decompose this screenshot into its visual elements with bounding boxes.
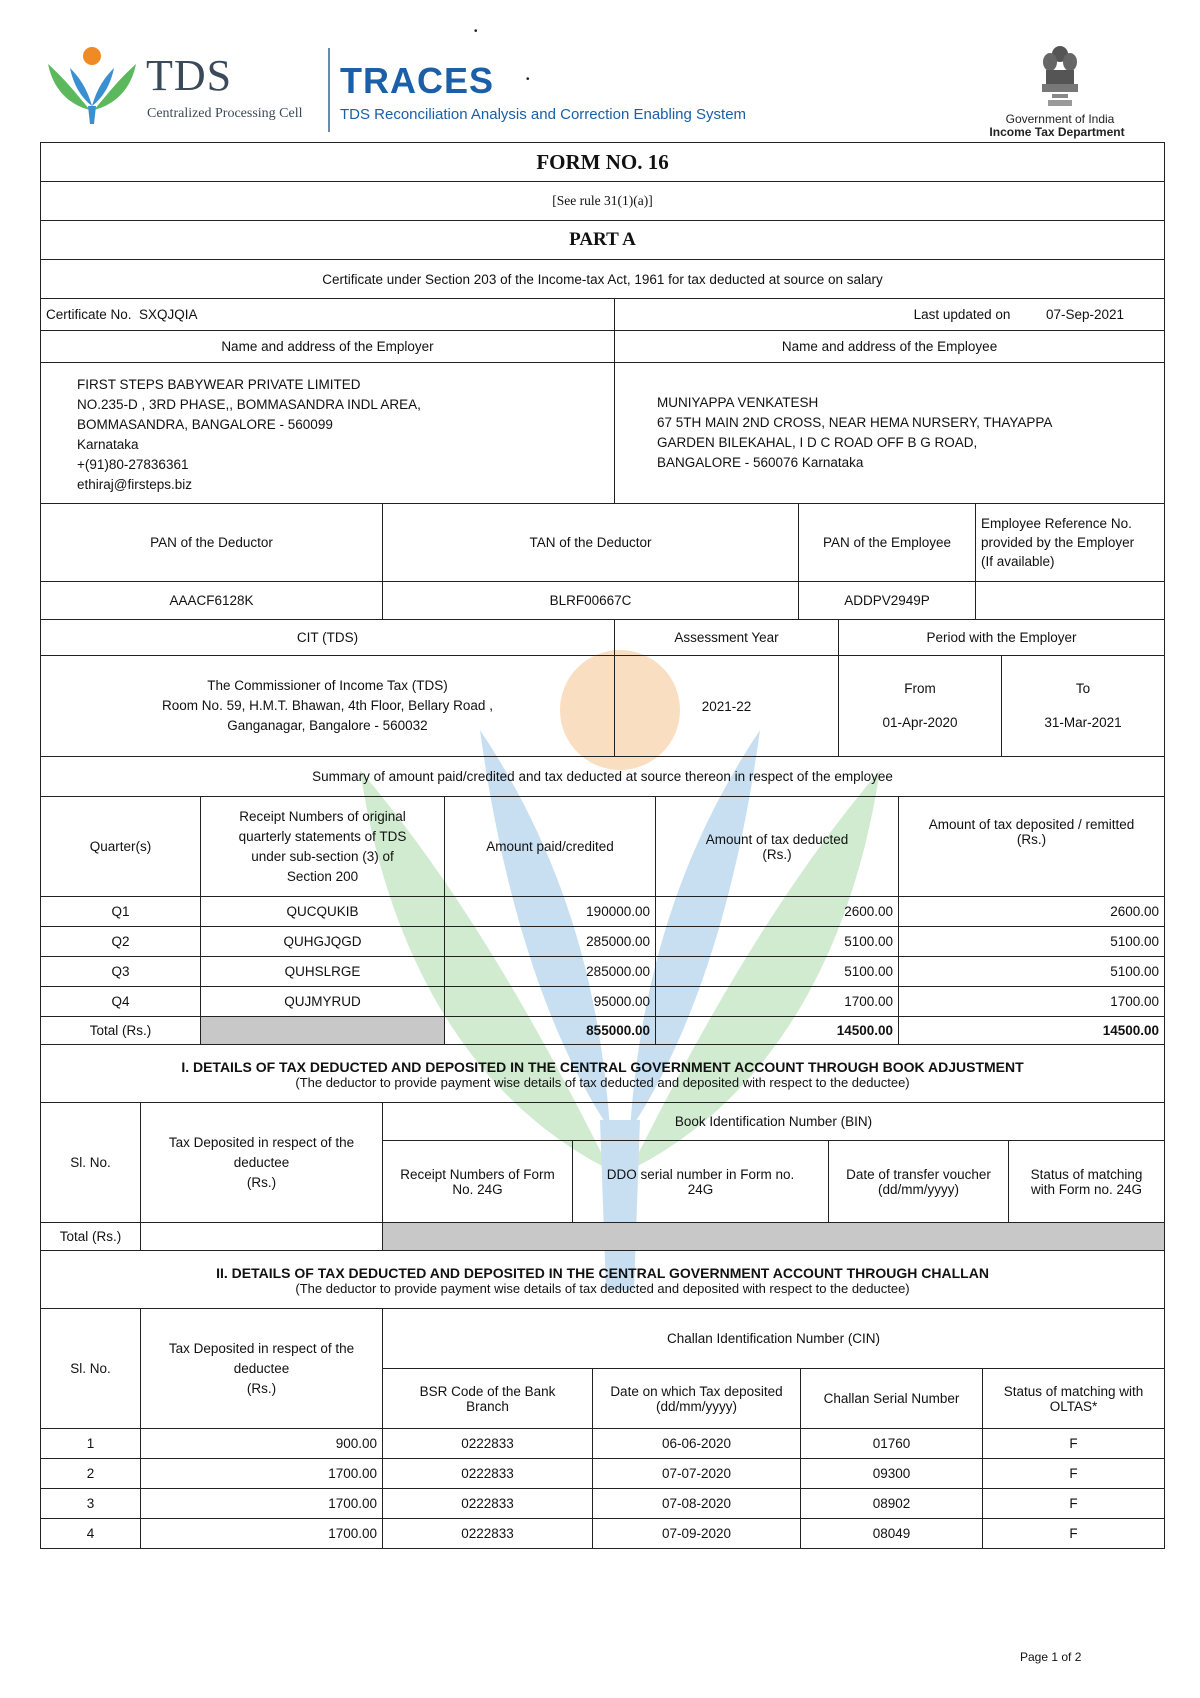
bin-total-row (41, 1223, 1165, 1251)
period-from-label: From (904, 681, 936, 696)
cit-address-line: The Commissioner of Income Tax (TDS) (207, 678, 448, 693)
cin-col-bsr-line: BSR Code of the Bank (419, 1383, 556, 1399)
section2-subheading: (The deductor to provide payment wise details of tax deducted and deposited with respect to the deductee) (295, 1280, 910, 1296)
challan-serial: 08902 (801, 1489, 983, 1519)
assessment-year-label: Assessment Year (615, 620, 839, 656)
cin-col-tax-line: deductee (233, 1360, 290, 1376)
amount-cell: 285000.00 (445, 957, 656, 987)
cin-col-bsr (383, 1369, 593, 1429)
receipt-cell: QUHSLRGE (201, 957, 445, 987)
deposited-cell: 5100.00 (899, 957, 1165, 987)
employee-heading: Name and address of the Employee (615, 331, 1165, 363)
bin-heading: Book Identification Number (BIN) (383, 1103, 1165, 1141)
bin-col-ddo-line: DDO serial number in Form no. (606, 1166, 795, 1182)
employee-address-line: 67 5TH MAIN 2ND CROSS, NEAR HEMA NURSERY, THAYAPPA (657, 415, 1053, 430)
employer-email: ethiraj@firsteps.biz (77, 477, 192, 492)
certificate-number: SXQJQIA (139, 307, 198, 322)
tan-deductor-value: BLRF00667C (383, 582, 799, 620)
deducted-cell: 1700.00 (656, 987, 899, 1017)
table-row (41, 897, 1165, 927)
total-deducted: 14500.00 (656, 1017, 899, 1045)
cin-col-serial: Challan Serial Number (801, 1369, 983, 1429)
challan-bsr: 0222833 (383, 1459, 593, 1489)
cin-col-date-line: Date on which Tax deposited (610, 1383, 783, 1399)
period-from-date: 01-Apr-2020 (882, 715, 958, 730)
stray-dot: • (526, 74, 530, 85)
section1-subheading: (The deductor to provide payment wise details of tax deducted and deposited with respect to the deductee) (295, 1074, 910, 1090)
quarter-cell: Q4 (41, 987, 201, 1017)
assessment-year-value: 2021-22 (615, 656, 839, 757)
challan-tax: 1700.00 (141, 1459, 383, 1489)
employee-reference-label-line: (If available) (981, 554, 1055, 569)
col-receipt-line: quarterly statements of TDS (238, 828, 407, 844)
cin-col-status-line: Status of matching with (1003, 1383, 1144, 1399)
table-row (41, 1429, 1165, 1459)
challan-tax: 900.00 (141, 1429, 383, 1459)
receipt-cell: QUHGJQGD (201, 927, 445, 957)
total-amount: 855000.00 (445, 1017, 656, 1045)
header-divider (328, 48, 330, 132)
tds-leaf-logo-icon (44, 44, 140, 124)
bin-col-date-line: (dd/mm/yyyy) (878, 1181, 959, 1197)
challan-date: 07-07-2020 (593, 1459, 801, 1489)
deposited-cell: 1700.00 (899, 987, 1165, 1017)
cin-heading: Challan Identification Number (CIN) (383, 1309, 1165, 1369)
bin-col-tax-line: deductee (233, 1154, 290, 1170)
challan-status: F (983, 1489, 1165, 1519)
form-16 (40, 142, 1164, 1549)
employee-address (615, 363, 1165, 504)
bin-col-receipt (383, 1141, 573, 1223)
pan-employee-value: ADDPV2949P (799, 582, 976, 620)
national-emblem-icon (1038, 44, 1082, 110)
period-cell (839, 656, 1165, 757)
certificate-number-cell (41, 299, 615, 331)
bin-col-status-line: with Form no. 24G (1030, 1181, 1143, 1197)
cit-label: CIT (TDS) (41, 620, 615, 656)
employer-address-line: FIRST STEPS BABYWEAR PRIVATE LIMITED (77, 377, 361, 392)
cin-col-slno: Sl. No. (41, 1309, 141, 1429)
receipt-cell: QUJMYRUD (201, 987, 445, 1017)
deducted-cell: 5100.00 (656, 957, 899, 987)
period-label: Period with the Employer (839, 620, 1165, 656)
cit-address (41, 656, 615, 757)
section1-heading-cell (41, 1045, 1165, 1103)
receipt-cell: QUCQUKIB (201, 897, 445, 927)
employee-reference-label-line: Employee Reference No. (981, 516, 1132, 531)
part-a-title: PART A (41, 221, 1165, 260)
cin-col-status (983, 1369, 1165, 1429)
bin-col-status (1009, 1141, 1165, 1223)
period-from (839, 656, 1002, 756)
book-adjustment-table (40, 1102, 1165, 1309)
bin-col-tax-line: (Rs.) (246, 1174, 277, 1190)
summary-heading: Summary of amount paid/credited and tax deducted at source thereon in respect of the employee (41, 757, 1165, 797)
table-row (41, 957, 1165, 987)
col-receipt-line: Receipt Numbers of original (239, 808, 406, 824)
employee-reference-label-line: provided by the Employer (981, 535, 1135, 550)
bin-total-value (141, 1223, 383, 1251)
challan-serial: 09300 (801, 1459, 983, 1489)
challan-sl: 1 (41, 1429, 141, 1459)
form-title: FORM NO. 16 (41, 143, 1165, 182)
pan-deductor-value: AAACF6128K (41, 582, 383, 620)
total-deposited: 14500.00 (899, 1017, 1165, 1045)
bin-col-ddo-line: 24G (687, 1181, 714, 1197)
bin-col-slno: Sl. No. (41, 1103, 141, 1223)
total-receipt-shaded (201, 1017, 445, 1045)
employer-phone: +(91)80-27836361 (77, 457, 189, 472)
summary-table (40, 796, 1165, 1103)
challan-table (40, 1308, 1165, 1549)
period-to (1002, 656, 1165, 756)
challan-bsr: 0222833 (383, 1519, 593, 1549)
bin-col-status-line: Status of matching (1030, 1166, 1143, 1182)
bin-col-tax-line: Tax Deposited in respect of the (168, 1134, 355, 1150)
total-row (41, 1017, 1165, 1045)
employee-address-line: BANGALORE - 560076 Karnataka (657, 455, 864, 470)
form-main-table (40, 142, 1165, 797)
table-row (41, 1519, 1165, 1549)
page-header (0, 0, 1200, 145)
challan-sl: 4 (41, 1519, 141, 1549)
certificate-heading: Certificate under Section 203 of the Income-tax Act, 1961 for tax deducted at source on salary (41, 260, 1165, 299)
amount-cell: 285000.00 (445, 927, 656, 957)
employee-address-line: MUNIYAPPA VENKATESH (657, 395, 819, 410)
section2-heading: II. DETAILS OF TAX DEDUCTED AND DEPOSITED IN THE CENTRAL GOVERNMENT ACCOUNT THROUGH CHALLAN (216, 1264, 989, 1281)
col-tax-deposited (899, 797, 1165, 897)
period-subtable (839, 656, 1164, 756)
bin-col-date-line: Date of transfer voucher (846, 1166, 991, 1182)
col-tax-deducted-line: (Rs.) (762, 846, 792, 862)
cin-col-status-line: OLTAS* (1049, 1398, 1098, 1414)
employee-reference-value (976, 582, 1165, 620)
challan-date: 06-06-2020 (593, 1429, 801, 1459)
cin-col-tax-line: (Rs.) (246, 1380, 277, 1396)
employer-address (41, 363, 615, 504)
cin-col-bsr-line: Branch (466, 1398, 509, 1414)
col-tax-deposited-line: Amount of tax deposited / remitted (928, 817, 1135, 832)
deposited-cell: 5100.00 (899, 927, 1165, 957)
quarter-cell: Q3 (41, 957, 201, 987)
col-tax-deducted-line: Amount of tax deducted (705, 831, 849, 847)
employer-address-line: NO.235-D , 3RD PHASE,, BOMMASANDRA INDL AREA, (77, 397, 421, 412)
employer-address-line: BOMMASANDRA, BANGALORE - 560099 (77, 417, 333, 432)
last-updated-label: Last updated on (913, 307, 1011, 322)
amount-cell: 190000.00 (445, 897, 656, 927)
tds-logo-text: TDS (146, 51, 233, 100)
bin-col-receipt-line: No. 24G (452, 1181, 503, 1197)
section1-heading: I. DETAILS OF TAX DEDUCTED AND DEPOSITED IN THE CENTRAL GOVERNMENT ACCOUNT THROUGH BOOK ADJUSTMENT (181, 1058, 1024, 1075)
period-to-label: To (1075, 681, 1091, 696)
bin-total-shaded (383, 1223, 1165, 1251)
employer-address-line: Karnataka (77, 437, 139, 452)
quarter-cell: Q1 (41, 897, 201, 927)
cin-col-date-line: (dd/mm/yyyy) (656, 1398, 737, 1414)
challan-status: F (983, 1459, 1165, 1489)
last-updated-cell (615, 299, 1165, 331)
challan-bsr: 0222833 (383, 1429, 593, 1459)
page-number: Page 1 of 2 (1020, 1650, 1082, 1664)
pan-employee-label: PAN of the Employee (799, 504, 976, 582)
table-row (41, 927, 1165, 957)
total-label: Total (Rs.) (41, 1017, 201, 1045)
gov-line-1: Government of India (1005, 112, 1115, 126)
col-receipt-numbers (201, 797, 445, 897)
col-quarter: Quarter(s) (41, 797, 201, 897)
challan-sl: 3 (41, 1489, 141, 1519)
tan-deductor-label: TAN of the Deductor (383, 504, 799, 582)
employee-reference-label (976, 504, 1165, 582)
cin-col-date (593, 1369, 801, 1429)
cin-col-tax (141, 1309, 383, 1429)
bin-total-label: Total (Rs.) (41, 1223, 141, 1251)
pan-deductor-label: PAN of the Deductor (41, 504, 383, 582)
cin-col-tax-line: Tax Deposited in respect of the (168, 1340, 355, 1356)
cit-address-line: Room No. 59, H.M.T. Bhawan, 4th Floor, Bellary Road , (162, 698, 493, 713)
challan-date: 07-08-2020 (593, 1489, 801, 1519)
form-rule: [See rule 31(1)(a)] (41, 182, 1165, 221)
employer-heading: Name and address of the Employer (41, 331, 615, 363)
deducted-cell: 2600.00 (656, 897, 899, 927)
table-row (41, 1459, 1165, 1489)
quarter-cell: Q2 (41, 927, 201, 957)
table-row (41, 1489, 1165, 1519)
challan-status: F (983, 1519, 1165, 1549)
bin-col-tax (141, 1103, 383, 1223)
gov-line-2: Income Tax Department (989, 125, 1125, 139)
bin-col-receipt-line: Receipt Numbers of Form (400, 1166, 555, 1182)
bin-col-date (829, 1141, 1009, 1223)
challan-bsr: 0222833 (383, 1489, 593, 1519)
employee-address-line: GARDEN BILEKAHAL, I D C ROAD OFF B G ROAD, (657, 435, 978, 450)
last-updated-date: 07-Sep-2021 (1045, 307, 1125, 322)
challan-tax: 1700.00 (141, 1519, 383, 1549)
tds-logo-subtitle: Centralized Processing Cell (147, 106, 303, 121)
challan-serial: 01760 (801, 1429, 983, 1459)
amount-cell: 95000.00 (445, 987, 656, 1017)
section2-heading-cell (41, 1251, 1165, 1309)
deposited-cell: 2600.00 (899, 897, 1165, 927)
challan-date: 07-09-2020 (593, 1519, 801, 1549)
col-tax-deducted (656, 797, 899, 897)
challan-status: F (983, 1429, 1165, 1459)
challan-tax: 1700.00 (141, 1489, 383, 1519)
period-to-date: 31-Mar-2021 (1044, 715, 1122, 730)
bin-col-ddo (573, 1141, 829, 1223)
deducted-cell: 5100.00 (656, 927, 899, 957)
col-receipt-line: Section 200 (286, 868, 359, 884)
challan-serial: 08049 (801, 1519, 983, 1549)
certificate-label: Certificate No. (46, 307, 132, 322)
col-amount-paid: Amount paid/credited (445, 797, 656, 897)
traces-subtitle: TDS Reconciliation Analysis and Correction Enabling System (340, 106, 747, 123)
col-receipt-line: under sub-section (3) of (251, 848, 394, 864)
challan-sl: 2 (41, 1459, 141, 1489)
traces-title: TRACES (340, 60, 495, 101)
col-tax-deposited-line: (Rs.) (1016, 832, 1047, 847)
stray-dot: • (474, 26, 478, 37)
table-row (41, 987, 1165, 1017)
cit-address-line: Ganganagar, Bangalore - 560032 (227, 718, 428, 733)
